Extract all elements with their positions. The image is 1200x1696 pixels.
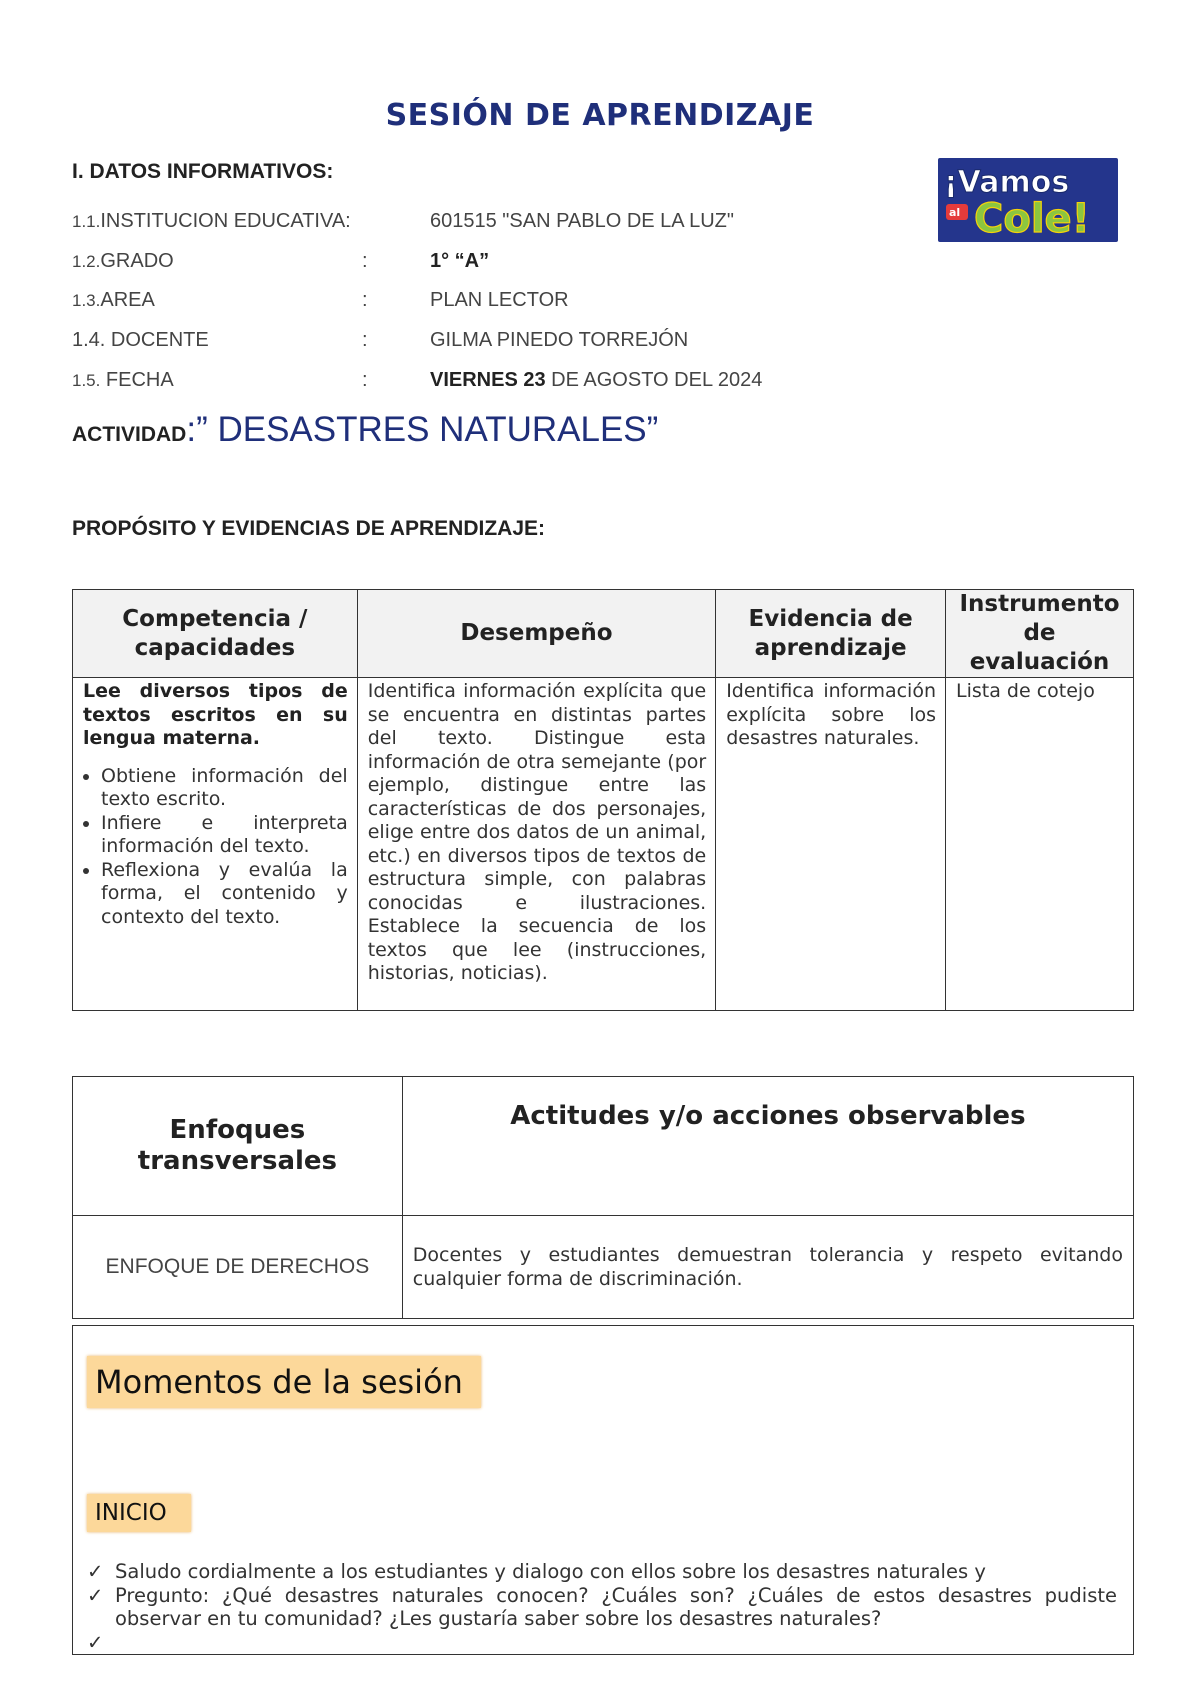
list-item	[87, 1631, 1117, 1655]
datos-value: GILMA PINEDO TORREJÓN	[430, 329, 689, 351]
check-icon: ✓	[87, 1560, 104, 1583]
proposito-table	[72, 589, 1134, 1011]
desempeno-cell: Identifica información explícita que se encuentra en distintas partes del texto. Distingue esta información de otra semejante (por ejemplo, distingue entre las características de dos personajes, elige entre dos datos de un animal, etc.) en diversos tipos de textos de estructura simple, con palabras conocidas e ilustraciones. Establece la secuencia de los textos que lee (instrucciones, historias, noticias).	[357, 678, 715, 1011]
table-header: Competencia / capacidades	[73, 590, 358, 678]
table-row	[73, 1216, 1134, 1319]
instrumento-cell: Lista de cotejo	[946, 678, 1134, 1011]
list-item: ✓ Saludo cordialmente a los estudiantes y dialogo con ellos sobre los desastres naturales y	[87, 1560, 986, 1583]
table-header: Evidencia de aprendizaje	[716, 590, 946, 678]
momentos-box	[72, 1325, 1134, 1655]
list-item: ✓ Pregunto: ¿Qué desastres naturales conocen? ¿Cuáles son? ¿Cuáles de estos desastres pudiste observar en tu comunidad? ¿Les gustaría saber sobre los desastres naturales?	[87, 1583, 1117, 1630]
actitudes-cell: Docentes y estudiantes demuestran tolerancia y respeto evitando cualquier forma de discriminación.	[402, 1216, 1133, 1319]
evidencia-cell: Identifica información explícita sobre los desastres naturales.	[716, 678, 946, 1011]
table-header-row	[73, 1077, 1134, 1216]
section-title: I. DATOS INFORMATIVOS:	[72, 160, 334, 183]
datos-label: FECHA	[100, 369, 174, 391]
datos-row	[72, 207, 351, 235]
datos-value: 601515 "SAN PABLO DE LA LUZ"	[430, 210, 734, 232]
logo-al: al	[949, 206, 961, 219]
competencia-cell	[73, 678, 358, 1011]
competencia-text: Lee diversos tipos de textos escritos en su lengua materna.	[83, 680, 348, 749]
logo-line1: ¡Vamos	[944, 165, 1070, 200]
table-header: Actitudes y/o acciones observables	[402, 1077, 1133, 1216]
datos-label: 1.4. DOCENTE	[72, 329, 209, 351]
datos-colon: :	[362, 329, 368, 351]
table-header-row	[73, 590, 1134, 678]
datos-label: INSTITUCION EDUCATIVA:	[100, 210, 351, 232]
datos-num: 1.3.	[72, 291, 101, 310]
enfoque-cell: ENFOQUE DE DERECHOS	[73, 1216, 403, 1319]
actividad-sep: :”	[186, 410, 208, 449]
datos-row	[72, 326, 209, 354]
actividad-title: DESASTRES NATURALES”	[207, 410, 659, 449]
check-icon: ✓	[87, 1583, 104, 1607]
datos-colon: :	[362, 289, 368, 311]
logo-line2: Cole!	[974, 196, 1090, 242]
datos-label: GRADO	[100, 250, 174, 272]
capacidades-list	[83, 765, 348, 930]
datos-value: 1° “A”	[430, 250, 490, 272]
list-item: • Infiere e interpreta información del texto.	[101, 812, 348, 859]
actividad	[72, 410, 658, 450]
datos-num: 1.2.	[72, 252, 101, 271]
datos-row	[72, 366, 174, 394]
datos-colon: :	[362, 369, 368, 391]
enfoques-table	[72, 1076, 1134, 1319]
table-header: Desempeño	[357, 590, 715, 678]
inicio-badge: INICIO	[87, 1494, 191, 1532]
datos-label: AREA	[100, 289, 155, 311]
datos-value: PLAN LECTOR	[430, 289, 569, 311]
table-header: Enfoques transversales	[73, 1077, 403, 1216]
datos-num: 1.5.	[72, 371, 101, 390]
list-item: • Obtiene información del texto escrito.	[101, 765, 348, 812]
table-header: Instrumento de evaluación	[946, 590, 1134, 678]
table-row	[73, 678, 1134, 1011]
list-item: • Reflexiona y evalúa la forma, el contenido y contexto del texto.	[101, 859, 348, 930]
check-icon: ✓	[87, 1630, 104, 1654]
datos-row	[72, 286, 155, 314]
datos-colon: :	[362, 250, 368, 272]
datos-value: VIERNES 23 DE AGOSTO DEL 2024	[430, 369, 763, 391]
inicio-checklist	[87, 1560, 1117, 1654]
logo-graphic	[938, 158, 1118, 242]
page-title: SESIÓN DE APRENDIZAJE	[385, 98, 815, 133]
actividad-label: ACTIVIDAD	[72, 423, 187, 446]
vamos-al-cole-logo	[938, 158, 1118, 242]
momentos-badge: Momentos de la sesión	[87, 1356, 481, 1408]
datos-num: 1.1.	[72, 212, 101, 231]
proposito-title: PROPÓSITO Y EVIDENCIAS DE APRENDIZAJE:	[72, 517, 545, 540]
datos-row	[72, 247, 174, 275]
